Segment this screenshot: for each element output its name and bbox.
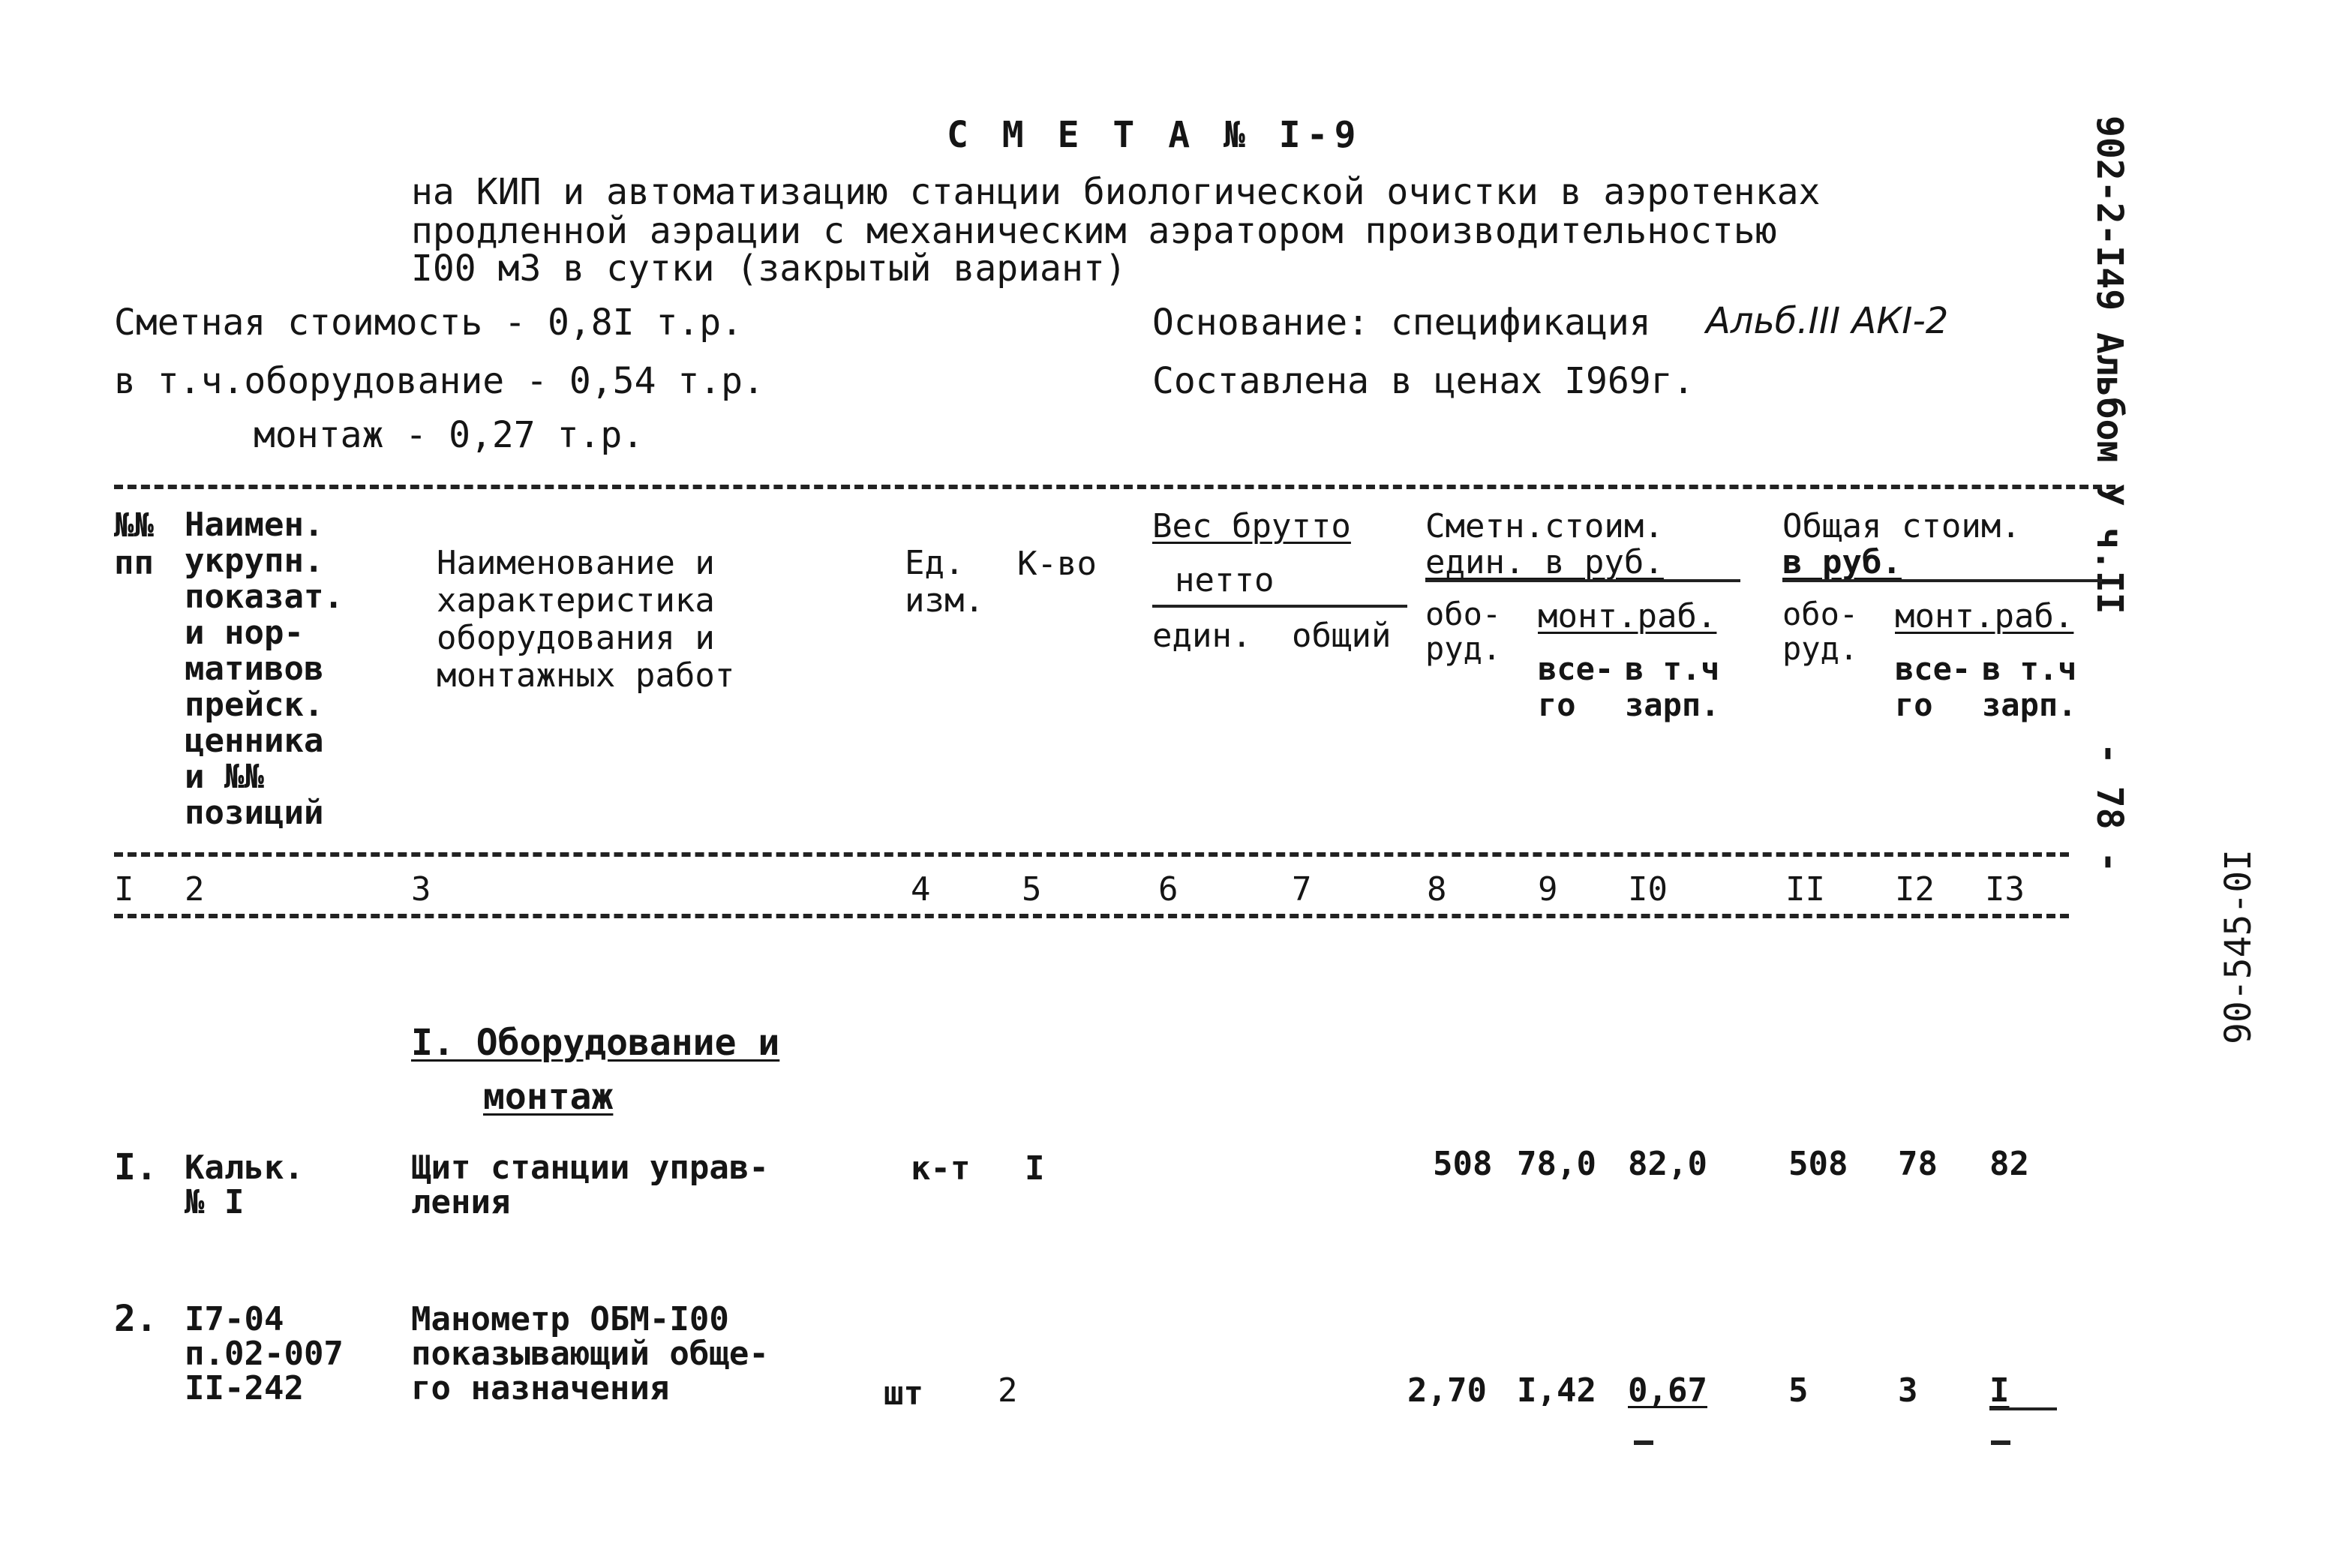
unit-cost-divider bbox=[1425, 579, 1740, 582]
header-col-name: Наименование и характеристика оборудования и монтажных работ bbox=[437, 544, 735, 695]
weight-divider bbox=[1152, 605, 1407, 608]
header-weight-brutto: Вес брутто bbox=[1152, 507, 1351, 545]
row-code: Кальк. № I bbox=[185, 1149, 304, 1221]
equipment-cost: в т.ч.оборудование - 0,54 т.р. bbox=[114, 360, 764, 402]
row-total-equipment-cost: 508 bbox=[1788, 1145, 1848, 1183]
album-reference: 902-2-I49 Альбом У ч.II bbox=[2088, 116, 2130, 614]
wages-mark bbox=[1634, 1440, 1653, 1445]
row-total-install-cost: 3 bbox=[1898, 1371, 1918, 1410]
column-number: 4 bbox=[911, 870, 931, 909]
column-number: 8 bbox=[1427, 870, 1447, 909]
header-unit-cost-wages: в т.ч зарп. bbox=[1625, 650, 1720, 723]
header-total-cost-install: монт.раб. bbox=[1895, 597, 2074, 635]
header-total-cost-total: все- го bbox=[1895, 650, 1971, 723]
subtitle-line-2: продленной аэрации с механическим аэратором производительностью bbox=[411, 210, 1777, 252]
header-bottom-rule bbox=[114, 852, 2069, 857]
column-number: I bbox=[114, 870, 134, 909]
header-col-unit: Ед. изм. bbox=[905, 544, 984, 620]
column-number: II bbox=[1785, 870, 1825, 909]
row-code: I7-04 п.02-007 II-242 bbox=[185, 1300, 344, 1407]
row-item-name: Щит станции управ- ления bbox=[411, 1149, 769, 1221]
installation-cost: монтаж - 0,27 т.р. bbox=[254, 414, 644, 456]
header-weight-unit: един. bbox=[1152, 617, 1252, 655]
column-numbers-rule bbox=[114, 914, 2069, 918]
row-quantity: 2 bbox=[998, 1371, 1018, 1410]
basis-reference: Альб.III АКI-2 bbox=[1706, 300, 1949, 342]
total-cost-divider bbox=[1782, 579, 2102, 582]
row-unit-install-cost: 78,0 bbox=[1517, 1145, 1596, 1183]
row-total-equipment-cost: 5 bbox=[1788, 1371, 1809, 1410]
row-unit-install-cost: I,42 bbox=[1517, 1371, 1596, 1410]
row-quantity: I bbox=[1025, 1149, 1045, 1188]
header-total-cost-sub: в руб. bbox=[1782, 543, 1902, 581]
row-unit: шт bbox=[884, 1374, 923, 1413]
header-total-cost-title: Общая стоим. bbox=[1782, 507, 2021, 545]
header-col-number: №№ пп bbox=[114, 506, 154, 582]
header-weight-netto: нетто bbox=[1175, 561, 1275, 599]
document-number: 90-545-0I bbox=[2217, 849, 2259, 1044]
header-unit-cost-total: все- го bbox=[1538, 650, 1614, 723]
row-number: I. bbox=[114, 1146, 158, 1188]
header-top-rule bbox=[114, 485, 2115, 489]
header-unit-cost-title: Сметн.стоим. bbox=[1425, 507, 1664, 545]
section-title-cont: монтаж bbox=[483, 1076, 614, 1118]
document-title: С М Е Т А № I-9 bbox=[947, 114, 1362, 156]
header-weight-total: общий bbox=[1292, 617, 1392, 655]
column-number: 3 bbox=[411, 870, 431, 909]
column-number: 6 bbox=[1158, 870, 1179, 909]
row-total-wages: I bbox=[1989, 1371, 2010, 1410]
prices-year: Составлена в ценах I969г. bbox=[1152, 360, 1695, 402]
total-wages-underline bbox=[1989, 1407, 2057, 1410]
row-total-install-cost: 78 bbox=[1898, 1145, 1938, 1183]
row-unit-wages: 0,67 bbox=[1628, 1371, 1707, 1410]
row-unit-equipment-cost: 508 bbox=[1433, 1145, 1493, 1183]
row-unit-wages: 82,0 bbox=[1628, 1145, 1707, 1183]
header-unit-cost-install: монт.раб. bbox=[1538, 597, 1717, 635]
row-item-name: Манометр ОБМ-I00 показывающий обще- го назначения bbox=[411, 1300, 769, 1407]
column-number: I3 bbox=[1985, 870, 2025, 909]
column-number: 7 bbox=[1292, 870, 1312, 909]
row-total-wages: 82 bbox=[1989, 1145, 2029, 1183]
row-unit: к-т bbox=[911, 1149, 971, 1188]
row-number: 2. bbox=[114, 1298, 158, 1340]
column-number: 5 bbox=[1022, 870, 1042, 909]
header-col-qty: К-во bbox=[1017, 545, 1097, 583]
column-number: 2 bbox=[185, 870, 205, 909]
section-title: I. Оборудование и bbox=[411, 1022, 780, 1064]
total-wages-mark bbox=[1991, 1440, 2010, 1445]
basis-label: Основание: спецификация bbox=[1152, 302, 1651, 344]
header-total-cost-wages: в т.ч зарп. bbox=[1982, 650, 2077, 723]
total-cost: Сметная стоимость - 0,8I т.р. bbox=[114, 302, 743, 344]
page-number: - 78 - bbox=[2088, 743, 2130, 873]
column-number: I0 bbox=[1628, 870, 1668, 909]
header-unit-cost-sub: един. в руб. bbox=[1425, 543, 1664, 581]
subtitle-line-1: на КИП и автоматизацию станции биологической очистки в аэротенках bbox=[411, 171, 1821, 213]
header-total-cost-equipment: обо- руд. bbox=[1782, 596, 1859, 667]
subtitle-line-3: I00 м3 в сутки (закрытый вариант) bbox=[411, 248, 1127, 290]
header-unit-cost-equipment: обо- руд. bbox=[1425, 596, 1502, 667]
column-number: I2 bbox=[1895, 870, 1935, 909]
column-number: 9 bbox=[1538, 870, 1558, 909]
header-col-code: Наимен. укрупн. показат. и нор- мативов прейск. ценника и №№ позиций bbox=[185, 506, 344, 832]
row-unit-equipment-cost: 2,70 bbox=[1407, 1371, 1487, 1410]
